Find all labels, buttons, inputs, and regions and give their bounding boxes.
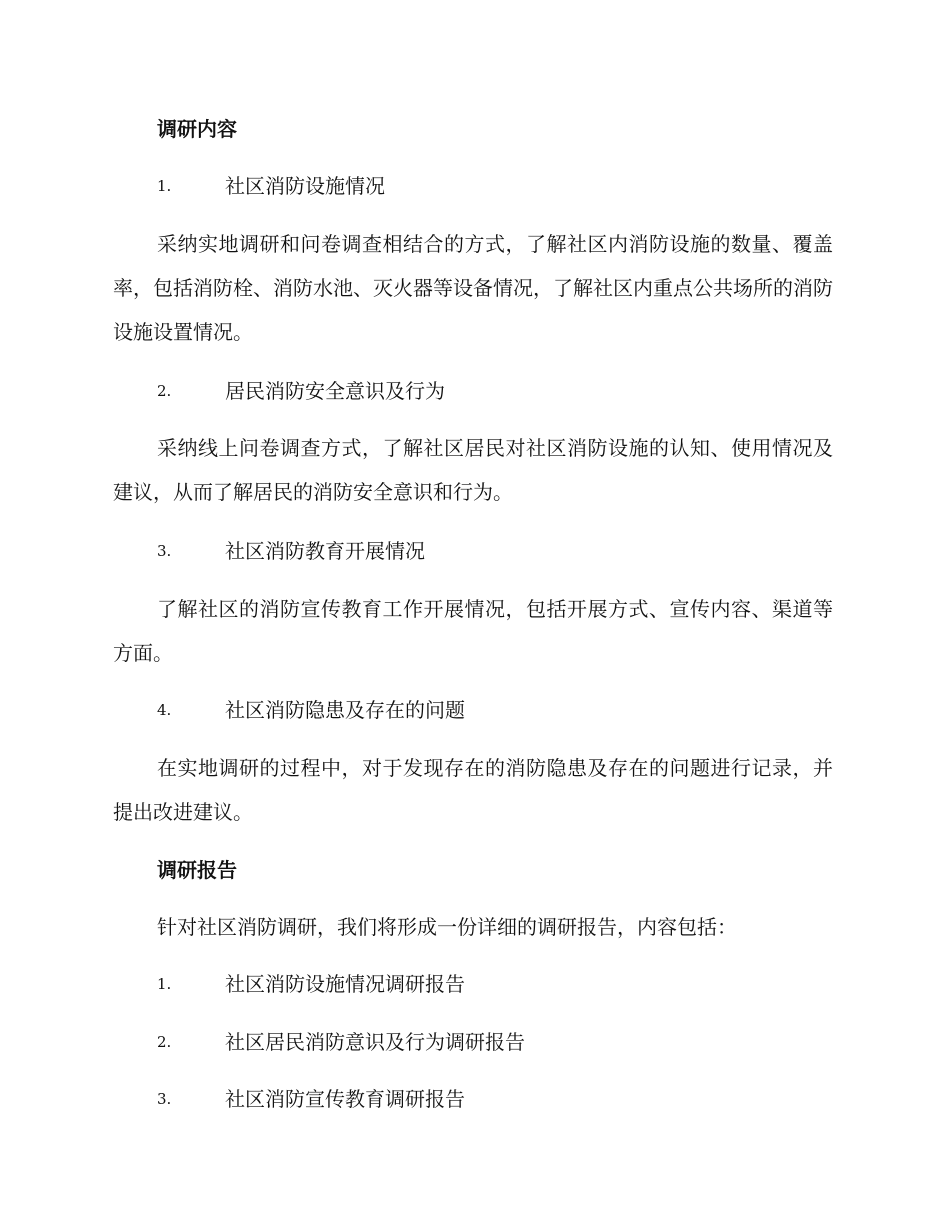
- paragraph: 了解社区的消防宣传教育工作开展情况，包括开展方式、宣传内容、渠道等方面。: [113, 597, 833, 665]
- list-item-title: 社区居民消防意识及行为调研报告: [225, 1030, 525, 1054]
- list-item-title: 社区消防隐患及存在的问题: [225, 698, 465, 722]
- list-number: 1.: [157, 177, 172, 195]
- paragraph: 采纳实地调研和问卷调查相结合的方式，了解社区内消防设施的数量、覆盖率，包括消防栓、消防水池、灭火器等设备情况，了解社区内重点公共场所的消防设施设置情况。: [113, 232, 833, 344]
- list-number: 4.: [157, 701, 172, 719]
- list-item-title: 社区消防宣传教育调研报告: [225, 1087, 465, 1111]
- section-heading-research-content: 调研内容: [157, 117, 237, 141]
- list-item-title: 社区消防教育开展情况: [225, 539, 425, 563]
- paragraph-intro: 针对社区消防调研，我们将形成一份详细的调研报告，内容包括：: [157, 915, 737, 939]
- paragraph: 采纳线上问卷调查方式，了解社区居民对社区消防设施的认知、使用情况及建议，从而了解居民的消防安全意识和行为。: [113, 436, 833, 504]
- list-number: 2.: [157, 382, 172, 400]
- list-number: 3.: [157, 542, 172, 560]
- list-item-title: 社区消防设施情况调研报告: [225, 972, 465, 996]
- section-heading-research-report: 调研报告: [157, 858, 237, 882]
- list-item-title: 居民消防安全意识及行为: [225, 379, 445, 403]
- list-number: 3.: [157, 1090, 172, 1108]
- list-number: 1.: [157, 975, 172, 993]
- list-number: 2.: [157, 1033, 172, 1051]
- list-item-title: 社区消防设施情况: [225, 174, 385, 198]
- paragraph: 在实地调研的过程中，对于发现存在的消防隐患及存在的问题进行记录，并提出改进建议。: [113, 756, 833, 824]
